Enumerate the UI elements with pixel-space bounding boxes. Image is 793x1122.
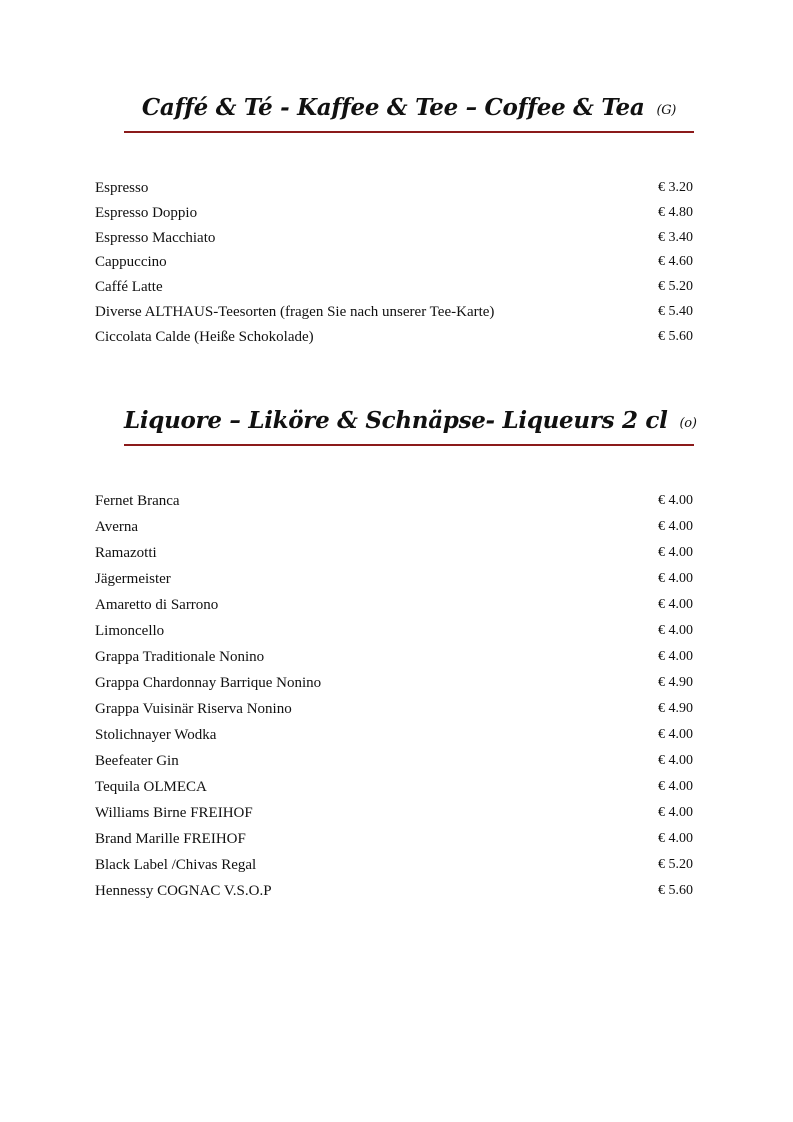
menu-item	[95, 304, 693, 329]
item-name: Amaretto di Sarrono	[95, 597, 219, 613]
item-price: € 4.60	[658, 254, 693, 270]
item-price: € 3.20	[658, 180, 693, 195]
item-name: Grappa Vuisinär Riserva Nonino	[95, 701, 292, 717]
item-name: Averna	[95, 519, 139, 535]
menu-item	[95, 857, 693, 883]
menu-item	[95, 493, 693, 519]
menu-item	[95, 205, 693, 230]
menu-item	[95, 805, 693, 831]
item-price: € 4.00	[658, 545, 693, 560]
item-name: Tequila OLMECA	[95, 779, 207, 795]
liqueur-section-title	[124, 407, 697, 434]
menu-item	[95, 701, 693, 727]
item-name: Limoncello	[95, 623, 165, 639]
menu-item	[95, 279, 693, 304]
menu-item	[95, 623, 693, 649]
item-name: Grappa Chardonnay Barrique Nonino	[95, 675, 322, 691]
item-name: Espresso	[95, 180, 149, 196]
item-name: Williams Birne FREIHOF	[95, 805, 253, 821]
liqueur-menu-list	[95, 493, 693, 909]
menu-item	[95, 230, 693, 255]
liqueur-section-divider	[124, 444, 694, 446]
menu-item	[95, 753, 693, 779]
item-name: Espresso Macchiato	[95, 229, 216, 246]
menu-item	[95, 545, 693, 571]
item-price: € 4.00	[658, 753, 693, 768]
liqueur-section-note: (o)	[679, 416, 697, 431]
item-name: Brand Marille FREIHOF	[95, 831, 246, 847]
item-price: € 4.00	[658, 597, 693, 612]
item-price: € 4.00	[658, 519, 693, 534]
item-price: € 5.40	[658, 303, 693, 319]
menu-item	[95, 831, 693, 857]
item-price: € 4.00	[658, 779, 693, 794]
menu-item	[95, 649, 693, 675]
menu-item	[95, 519, 693, 545]
item-price: € 4.00	[658, 649, 693, 664]
item-price: € 5.60	[658, 883, 693, 898]
item-price: € 4.00	[658, 571, 693, 586]
menu-item	[95, 329, 693, 354]
menu-item	[95, 675, 693, 701]
menu-item	[95, 254, 693, 279]
item-price: € 4.00	[658, 623, 693, 638]
item-name: Espresso Doppio	[95, 204, 198, 221]
item-price: € 4.80	[658, 204, 693, 220]
item-price: € 4.90	[658, 675, 693, 690]
coffee-section-divider	[124, 131, 694, 133]
menu-item	[95, 727, 693, 753]
item-name: Fernet Branca	[95, 493, 180, 509]
item-price: € 4.00	[658, 831, 693, 846]
item-price: € 4.90	[658, 701, 693, 716]
item-name: Ciccolata Calde (Heiße Schokolade)	[95, 328, 314, 345]
menu-item	[95, 597, 693, 623]
item-name: Grappa Traditionale Nonino	[95, 649, 265, 665]
coffee-section-title	[124, 94, 694, 121]
menu-item	[95, 883, 693, 909]
item-name: Cappuccino	[95, 254, 167, 271]
coffee-section-title-text: Caffé & Té - Kaffee & Tee – Coffee & Tea	[141, 94, 645, 121]
item-name: Black Label /Chivas Regal	[95, 857, 257, 873]
item-price: € 4.00	[658, 727, 693, 742]
menu-item	[95, 779, 693, 805]
item-name: Jägermeister	[95, 571, 171, 587]
item-price: € 3.40	[658, 229, 693, 245]
item-price: € 5.20	[658, 857, 693, 872]
menu-item	[95, 180, 693, 205]
item-name: Diverse ALTHAUS-Teesorten (fragen Sie nach unserer Tee-Karte)	[95, 303, 495, 320]
item-name: Stolichnayer Wodka	[95, 727, 217, 743]
item-name: Hennessy COGNAC V.S.O.P	[95, 883, 272, 899]
item-price: € 5.60	[658, 328, 693, 344]
coffee-menu-list	[95, 180, 693, 354]
item-price: € 4.00	[658, 493, 693, 508]
menu-item	[95, 571, 693, 597]
liqueur-section-title-text: Liquore – Liköre & Schnäpse- Liqueurs 2 cl	[124, 407, 668, 434]
item-name: Ramazotti	[95, 545, 157, 561]
item-price: € 4.00	[658, 805, 693, 820]
item-name: Caffé Latte	[95, 279, 163, 296]
item-name: Beefeater Gin	[95, 753, 179, 769]
coffee-section-note: (G)	[656, 103, 677, 118]
item-price: € 5.20	[658, 279, 693, 295]
